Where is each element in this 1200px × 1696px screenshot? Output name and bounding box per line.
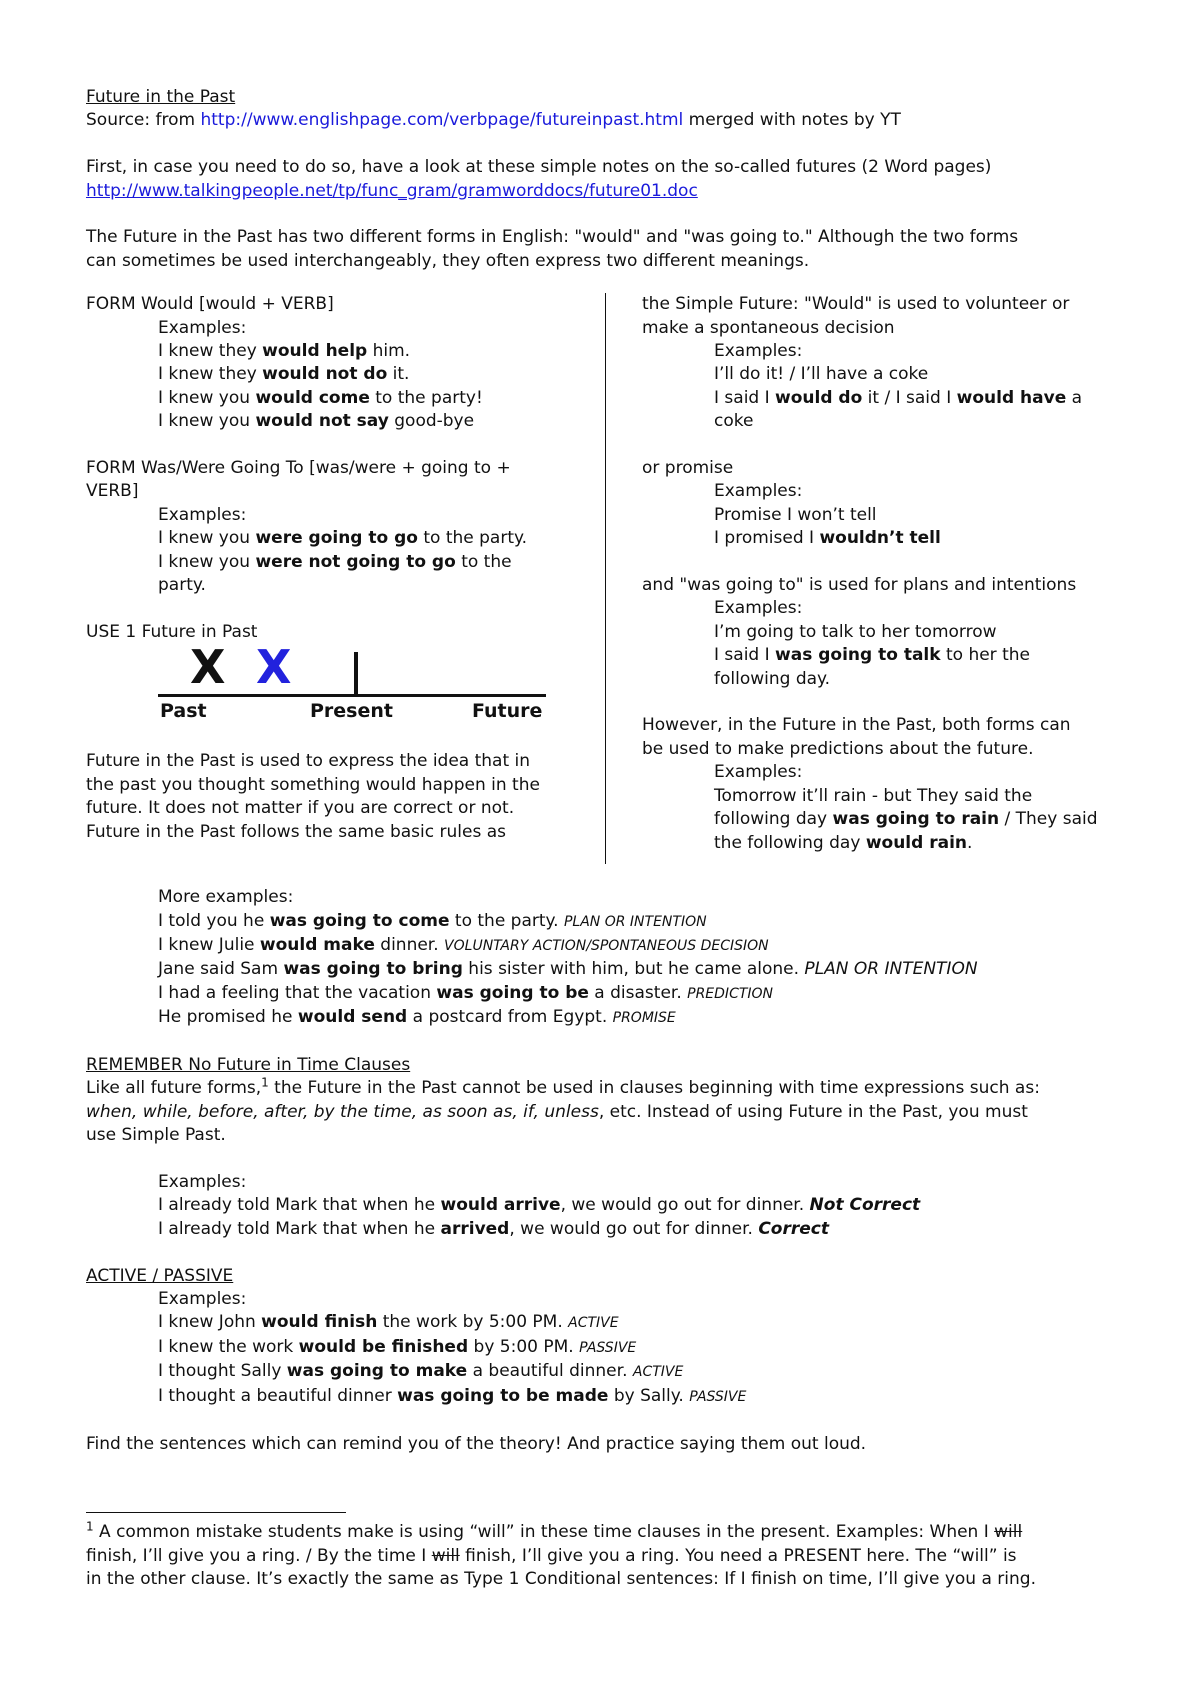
active-passive-example: I knew John would finish the work by 5:00 PM. ACTIVE bbox=[158, 1312, 619, 1333]
footnote-separator bbox=[86, 1512, 346, 1514]
more-example: He promised he would send a postcard from Egypt. PROMISE bbox=[158, 1007, 676, 1028]
more-example: Jane said Sam was going to bring his sister with him, but he came alone. PLAN OR INTENTION bbox=[158, 959, 978, 980]
active-passive-title: ACTIVE / PASSIVE bbox=[86, 1265, 234, 1286]
prediction-example: following day was going to rain / They said bbox=[714, 809, 1098, 830]
form2-title-cont: VERB] bbox=[86, 481, 139, 502]
simple-future-text: the Simple Future: "Would" is used to volunteer or bbox=[642, 294, 1070, 315]
present-tick bbox=[354, 652, 358, 696]
intro-line-1: The Future in the Past has two different forms in English: "would" and "was going to." Although the two forms bbox=[86, 227, 1019, 248]
timeline-label-past: Past bbox=[160, 700, 207, 723]
use1-text: Future in the Past follows the same basic rules as bbox=[86, 821, 506, 842]
remember-example: I already told Mark that when he arrived, we would go out for dinner. Correct bbox=[158, 1218, 829, 1239]
intro-line-2: can sometimes be used interchangeably, they often express two different meanings. bbox=[86, 250, 810, 271]
footnote-text: finish, I’ll give you a ring. / By the time I will finish, I’ll give you a ring. You need a PRESENT here. The “will” is bbox=[86, 1545, 1017, 1566]
timeline-label-future: Future bbox=[472, 700, 543, 723]
future-in-past-x-mark: X bbox=[256, 640, 292, 695]
more-example: I knew Julie would make dinner. VOLUNTARY ACTION/SPONTANEOUS DECISION bbox=[158, 935, 769, 956]
plans-title: and "was going to" is used for plans and intentions bbox=[642, 575, 1077, 596]
prediction-example: the following day would rain. bbox=[714, 832, 973, 853]
promise-example: I promised I wouldn’t tell bbox=[714, 528, 941, 549]
prediction-example: Tomorrow it’ll rain - but They said the bbox=[714, 785, 1033, 806]
more-example: I told you he was going to come to the party. PLAN OR INTENTION bbox=[158, 910, 707, 931]
use1-title: USE 1 Future in Past bbox=[86, 621, 258, 642]
plans-example: I’m going to talk to her tomorrow bbox=[714, 621, 997, 642]
active-passive-example: I thought a beautiful dinner was going to be made by Sally. PASSIVE bbox=[158, 1385, 747, 1406]
form1-title: FORM Would [would + VERB] bbox=[86, 294, 334, 315]
footnote-text: in the other clause. It’s exactly the same as Type 1 Conditional sentences: If I finish on time, I’ll give you a ring. bbox=[86, 1569, 1036, 1590]
form2-example: I knew you were not going to go to the bbox=[158, 551, 512, 572]
use1-text: Future in the Past is used to express the idea that in bbox=[86, 751, 531, 772]
plans-example: I said I was going to talk to her the bbox=[714, 645, 1030, 666]
closing-text: Find the sentences which can remind you of the theory! And practice saying them out loud. bbox=[86, 1433, 867, 1454]
examples-label: Examples: bbox=[714, 341, 803, 362]
left-column bbox=[86, 293, 606, 864]
remember-example: I already told Mark that when he would arrive, we would go out for dinner. Not Correct bbox=[158, 1195, 921, 1216]
two-column-section bbox=[86, 293, 1126, 864]
form1-example: I knew they would help him. bbox=[158, 341, 411, 362]
remember-text: use Simple Past. bbox=[86, 1125, 226, 1146]
examples-label: Examples: bbox=[158, 1172, 247, 1193]
past-x-mark: X bbox=[190, 640, 226, 695]
simple-future-text: make a spontaneous decision bbox=[642, 317, 895, 338]
form1-example: I knew you would come to the party! bbox=[158, 387, 483, 408]
notes-link[interactable]: http://www.talkingpeople.net/tp/func_gram/gramworddocs/future01.doc bbox=[86, 180, 698, 201]
active-passive-example: I knew the work would be finished by 5:00 PM. PASSIVE bbox=[158, 1336, 637, 1357]
footnote-ref[interactable]: 1 bbox=[261, 1075, 269, 1090]
first-line: First, in case you need to do so, have a look at these simple notes on the so-called futures (2 Word pages) bbox=[86, 157, 992, 178]
examples-label: Examples: bbox=[714, 762, 803, 783]
source-link[interactable]: http://www.englishpage.com/verbpage/futureinpast.html bbox=[200, 110, 684, 131]
more-example: I had a feeling that the vacation was going to be a disaster. PREDICTION bbox=[158, 982, 774, 1003]
use1-text: future. It does not matter if you are correct or not. bbox=[86, 798, 515, 819]
timeline-axis bbox=[158, 694, 546, 697]
remember-text: Like all future forms,$^1$ the Future in the Past cannot be used in clauses beginning with time expressions such as: bbox=[86, 1075, 1040, 1099]
sf-example: I’ll do it! / I’ll have a coke bbox=[714, 364, 929, 385]
examples-label: Examples: bbox=[158, 504, 247, 525]
examples-label: Examples: bbox=[714, 598, 803, 619]
prediction-text: be used to make predictions about the future. bbox=[642, 738, 1034, 759]
prediction-text: However, in the Future in the Past, both forms can bbox=[642, 715, 1071, 736]
sf-example-cont: coke bbox=[714, 411, 754, 432]
document-page bbox=[86, 86, 1126, 1592]
remember-title: REMEMBER No Future in Time Clauses bbox=[86, 1055, 411, 1076]
remember-text: when, while, before, after, by the time, as soon as, if, unless, etc. Instead of using Future in the Past, you must bbox=[86, 1101, 1028, 1122]
active-passive-example: I thought Sally was going to make a beautiful dinner. ACTIVE bbox=[158, 1361, 684, 1382]
form2-example: I knew you were going to go to the party. bbox=[158, 528, 528, 549]
examples-label: Examples: bbox=[158, 317, 247, 338]
examples-label: Examples: bbox=[158, 1289, 247, 1310]
more-examples-label: More examples: bbox=[158, 887, 294, 908]
sf-example: I said I would do it / I said I would have a bbox=[714, 387, 1083, 408]
form1-example: I knew you would not say good-bye bbox=[158, 411, 475, 432]
footnote-text: $^1$ A common mistake students make is using “will” in these time clauses in the present. Examples: When I will bbox=[86, 1519, 1023, 1543]
use1-text: the past you thought something would happen in the bbox=[86, 774, 540, 795]
form2-example-cont: party. bbox=[158, 575, 206, 596]
plans-example-cont: following day. bbox=[714, 668, 831, 689]
right-column bbox=[606, 293, 1114, 864]
promise-example: Promise I won’t tell bbox=[714, 504, 877, 525]
promise-title: or promise bbox=[642, 458, 734, 479]
examples-label: Examples: bbox=[714, 481, 803, 502]
timeline-label-present: Present bbox=[310, 700, 393, 723]
form2-title: FORM Was/Were Going To [was/were + going to + bbox=[86, 458, 511, 479]
doc-title: Future in the Past bbox=[86, 87, 236, 107]
source-line: Source: from http://www.englishpage.com/verbpage/futureinpast.html merged with notes by YT bbox=[86, 110, 901, 131]
timeline-diagram bbox=[86, 640, 543, 734]
form1-example: I knew they would not do it. bbox=[158, 364, 410, 385]
